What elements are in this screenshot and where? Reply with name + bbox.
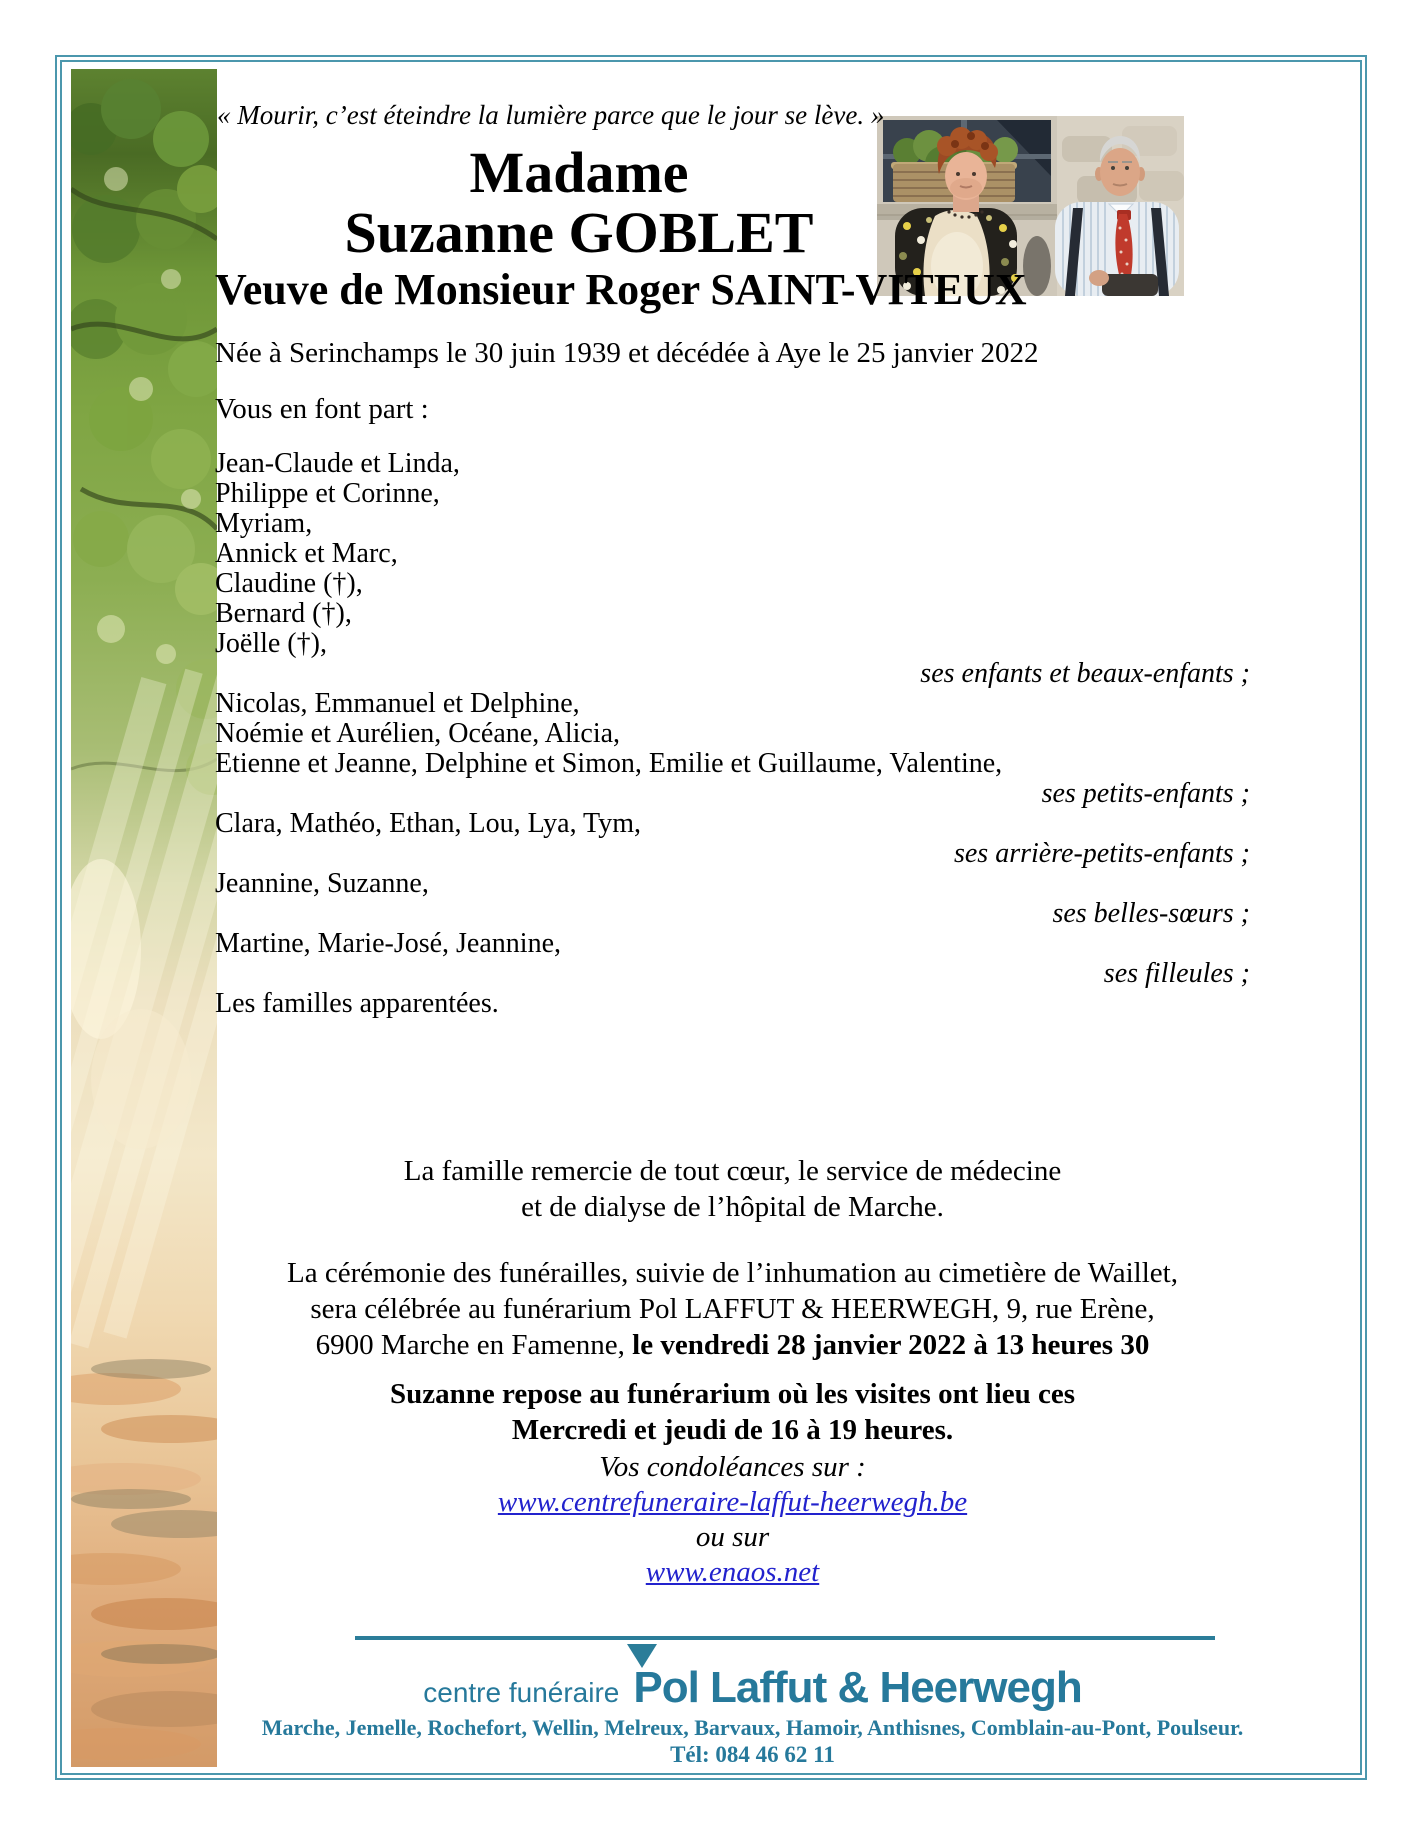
sunlit-forest-path-photo — [71, 69, 217, 1767]
announcement-intro: Vous en font part : — [215, 393, 429, 425]
ceremony-line — [215, 1327, 1250, 1363]
family-list — [215, 449, 1250, 1019]
deceased-name: Suzanne GOBLET — [344, 200, 814, 265]
family-name: Jeannine, Suzanne, — [215, 868, 429, 899]
family-role: ses petits-enfants ; — [1041, 778, 1250, 809]
down-triangle-icon — [627, 1644, 657, 1668]
memorial-quote: « Mourir, c’est éteindre la lumière parce que le jour se lève. » — [217, 100, 885, 130]
family-role: ses enfants et beaux-enfants ; — [920, 658, 1250, 689]
visits-line: Mercredi et jeudi de 16 à 19 heures. — [511, 1414, 954, 1446]
funeral-home-brand-small: centre funéraire — [423, 1677, 620, 1708]
header-block — [215, 97, 1027, 315]
condolences-link-enaos[interactable]: www.enaos.net — [645, 1556, 820, 1588]
family-name: Etienne et Jeanne, Delphine et Simon, Emilie et Guillaume, Valentine, — [215, 748, 1003, 779]
ceremony-datetime: le vendredi 28 janvier 2022 à 13 heures 30 — [632, 1329, 1150, 1361]
thanks-line: et de dialyse de l’hôpital de Marche. — [521, 1191, 944, 1223]
family-name: Noémie et Aurélien, Océane, Alicia, — [215, 718, 621, 749]
funeral-home-phone: Tél: 084 46 62 11 — [670, 1742, 835, 1767]
condolences-intro: Vos condoléances sur : — [599, 1451, 866, 1483]
condolences-link-funeral-home[interactable]: www.centrefuneraire-laffut-heerwegh.be — [497, 1486, 968, 1518]
family-name: Joëlle (†), — [215, 628, 327, 659]
family-role: ses belles-sœurs ; — [1052, 898, 1250, 929]
family-name: Philippe et Corinne, — [215, 478, 440, 509]
thanks-block — [215, 1153, 1250, 1225]
family-name: Bernard (†), — [215, 598, 352, 629]
ceremony-line: sera célébrée au funérarium Pol LAFFUT & HEERWEGH, 9, rue Erène, — [310, 1293, 1155, 1325]
page-border-frame — [55, 55, 1367, 1780]
ceremony-line: La cérémonie des funérailles, suivie de l’inhumation au cimetière de Waillet, — [287, 1257, 1178, 1289]
family-name: Clara, Mathéo, Ethan, Lou, Lya, Tym, — [215, 808, 641, 839]
funeral-home-logo — [215, 1663, 1250, 1712]
family-name: Martine, Marie-José, Jeannine, — [215, 928, 561, 959]
funeral-home-locations: Marche, Jemelle, Rochefort, Wellin, Melreux, Barvaux, Hamoir, Anthisnes, Comblain-au-Pont, Poulseur. — [261, 1715, 1244, 1740]
deceased-title: Madame — [469, 140, 689, 205]
family-name: Annick et Marc, — [215, 538, 398, 569]
funeral-home-divider — [355, 1636, 1215, 1640]
funeral-home-brand-large: Pol Laffut & Heerwegh — [633, 1666, 1081, 1710]
family-name: Jean-Claude et Linda, — [215, 448, 460, 479]
family-role: ses arrière-petits-enfants ; — [953, 838, 1250, 869]
ceremony-block — [215, 1255, 1250, 1363]
condolences-connector: ou sur — [695, 1521, 770, 1553]
condolences-block — [215, 1450, 1250, 1590]
visits-line: Suzanne repose au funérarium où les visites ont lieu ces — [390, 1378, 1075, 1410]
family-name: Nicolas, Emmanuel et Delphine, — [215, 688, 580, 719]
family-name: Myriam, — [215, 508, 313, 539]
family-role: ses filleules ; — [1103, 958, 1250, 989]
visits-block — [215, 1376, 1250, 1448]
family-name: Claudine (†), — [215, 568, 363, 599]
announcement-body — [215, 62, 1250, 1768]
family-closing: Les familles apparentées. — [215, 988, 499, 1019]
ceremony-place: 6900 Marche en Famenne, — [315, 1329, 633, 1361]
deceased-relation: Veuve de Monsieur Roger SAINT-VITEUX — [215, 265, 1027, 314]
life-dates: Née à Serinchamps le 30 juin 1939 et décédée à Aye le 25 janvier 2022 — [215, 337, 1039, 369]
thanks-line: La famille remercie de tout cœur, le service de médecine — [403, 1155, 1062, 1187]
